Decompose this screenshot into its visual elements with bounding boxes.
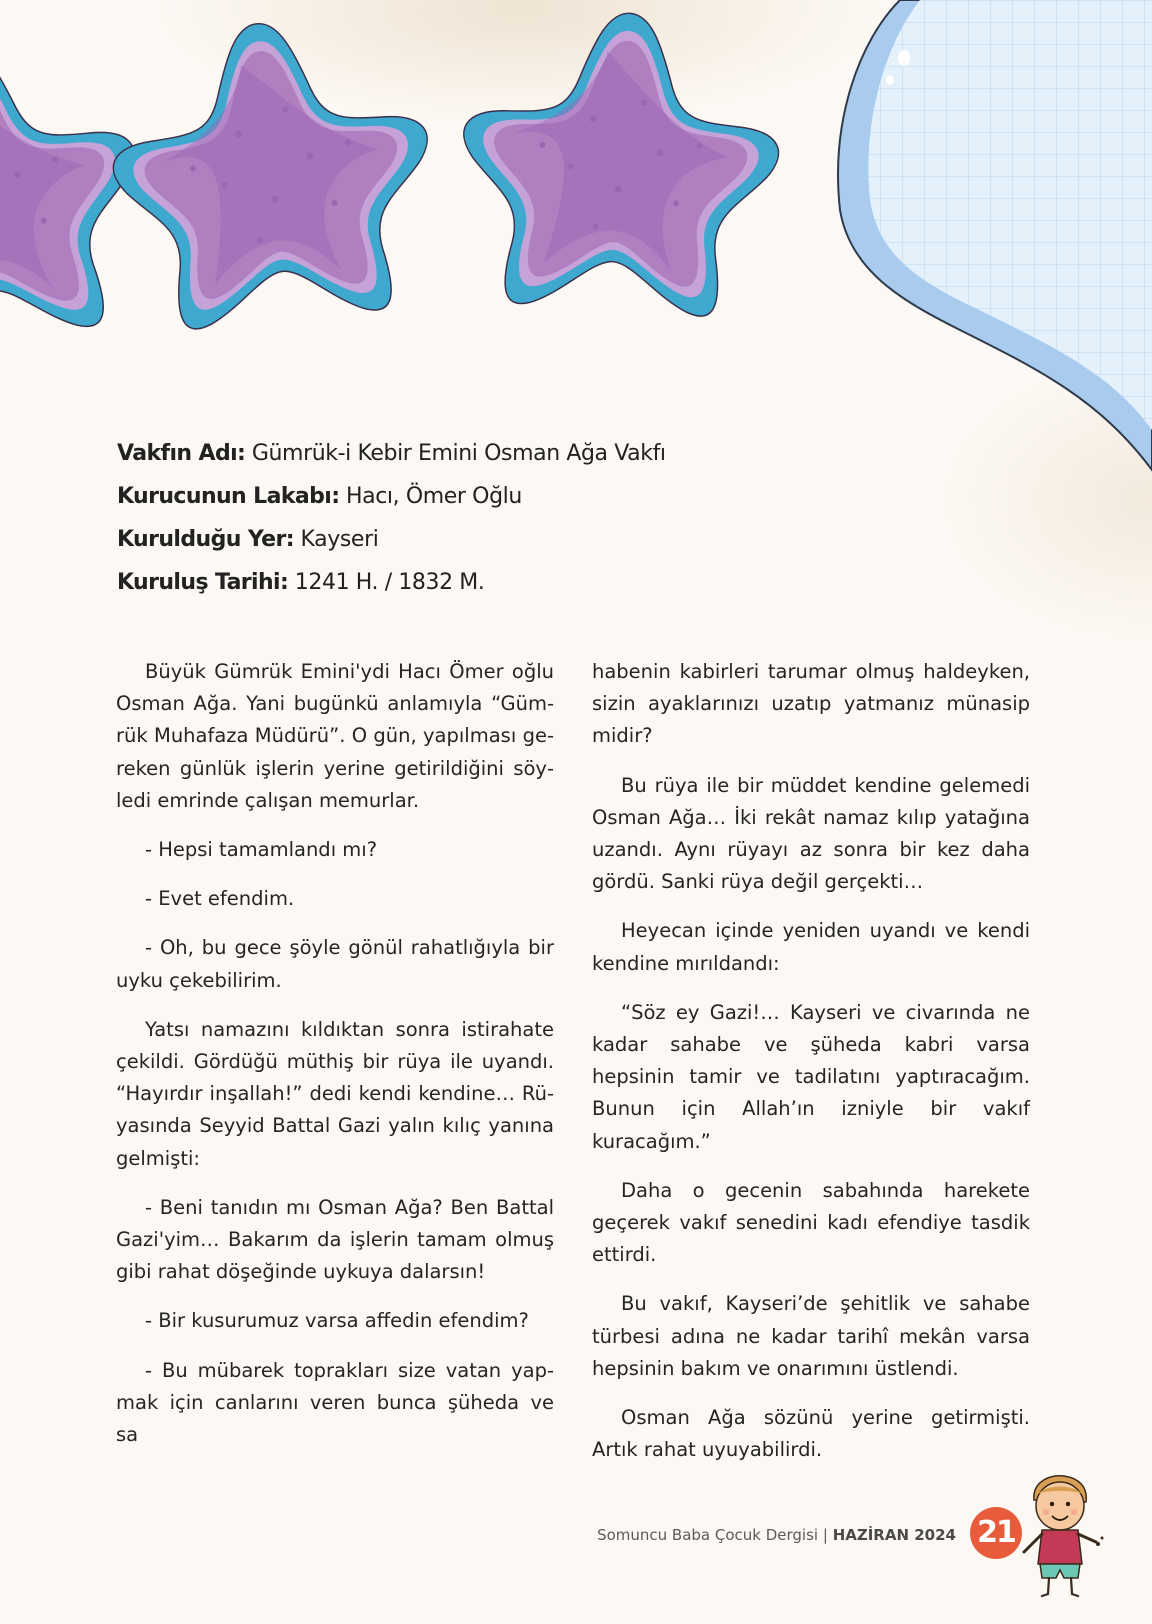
info-label: Kurulduğu Yer: <box>117 527 294 552</box>
paragraph: Büyük Gümrük Emini'ydi Hacı Ömer oğlu Osman Ağa. Yani bugünkü anlamıyla “Gümrük Muhafaza Müdürü”. O gün, yapılması gereken günlük işlerin yerine getirildiğini söyledi emrinde çalışan memurlar. <box>116 660 554 812</box>
paragraph-continued: habenin kabirleri tarumar olmuş haldeyken, sizin ayaklarınızı uzatıp yatmanız münasip midir? <box>592 660 1030 748</box>
paragraph: Osman Ağa sözünü yerine getirmişti. Artık rahat uyuyabilirdi. <box>592 1406 1030 1462</box>
starfish-icon <box>452 2 787 320</box>
child-mascot-icon <box>1016 1472 1106 1602</box>
info-value: Hacı, Ömer Oğlu <box>339 484 522 509</box>
paragraph: Bu vakıf, Kayseri’de şehitlik ve sahabe türbesi adına ne kadar tarihî mekân varsa hepsinin bakım ve onarımını üstlendi. <box>592 1292 1030 1380</box>
foundation-info <box>117 432 717 604</box>
info-row-founder <box>117 475 717 518</box>
info-label: Vakfın Adı: <box>117 441 246 466</box>
paragraph: Heyecan içinde yeniden uyandı ve kendi kendine mırıldandı: <box>592 919 1030 975</box>
article-column-left <box>116 656 554 1468</box>
paragraph: - Beni tanıdın mı Osman Ağa? Ben Battal Gazi'yim… Bakarım da işlerin tamam olmuş gibi rahat döşeğinde uykuya dalarsın! <box>116 1195 554 1284</box>
info-value: 1241 H. / 1832 M. <box>288 570 485 595</box>
paragraph: - Hepsi tamamlandı mı? <box>145 838 378 862</box>
info-row-date <box>117 561 717 604</box>
info-row-name <box>117 432 717 475</box>
magazine-name: Somuncu Baba Çocuk Dergisi <box>597 1526 819 1544</box>
info-value: Gümrük-i Kebir Emini Osman Ağa Vakfı <box>245 441 666 466</box>
info-value: Kayseri <box>293 527 379 552</box>
paragraph: Bu rüya ile bir müddet kendine gelemedi Osman Ağa… İki rekât namaz kılıp yatağına uzandı. Aynı rüyayı az sonra bir kez daha gördü. Sanki rüya değil gerçekti… <box>592 773 1030 894</box>
header-illustration <box>0 0 1152 480</box>
pool-icon <box>838 0 1152 470</box>
starfish-icon <box>100 7 445 335</box>
article-column-right <box>592 656 1030 1483</box>
footer-separator: | <box>818 1526 833 1544</box>
paragraph: Daha o gecenin sabahında harekete geçerek vakıf senedini kadı efendiye tasdik ettirdi. <box>592 1178 1030 1267</box>
info-label: Kuruluş Tarihi: <box>117 570 289 595</box>
info-label: Kurucunun Lakabı: <box>117 484 340 509</box>
paragraph: - Bir kusurumuz varsa affedin efendim? <box>145 1309 529 1333</box>
info-row-place <box>117 518 717 561</box>
paragraph: Yatsı namazını kıldıktan sonra istirahate çekildi. Gördüğü müthiş bir rüya ile uyandı. “Hayırdır inşallah!” dedi kendi kendine… Rüyasında Seyyid Battal Gazi yalın kılıç yanına gelmişti: <box>116 1017 554 1170</box>
page-number-badge: 21 <box>970 1507 1022 1559</box>
paragraph: - Bu mübarek toprakları size vatan yapmak için canlarını veren bunca şüheda ve sa <box>116 1358 554 1447</box>
issue-month: HAZİRAN 2024 <box>832 1526 956 1544</box>
paragraph: - Evet efendim. <box>145 887 295 911</box>
paragraph: - Oh, bu gece şöyle gönül rahatlığıyla bir uyku çekebilirim. <box>116 936 554 992</box>
footer-magazine-line <box>597 1526 956 1544</box>
paragraph: “Söz ey Gazi!… Kayseri ve civarında ne kadar sahabe ve şüheda kabri varsa hepsinin tamir ve tadilatını yaptıracağım. Bunun için Allah’ın izniyle bir vakıf kuracağım.” <box>592 1000 1030 1153</box>
